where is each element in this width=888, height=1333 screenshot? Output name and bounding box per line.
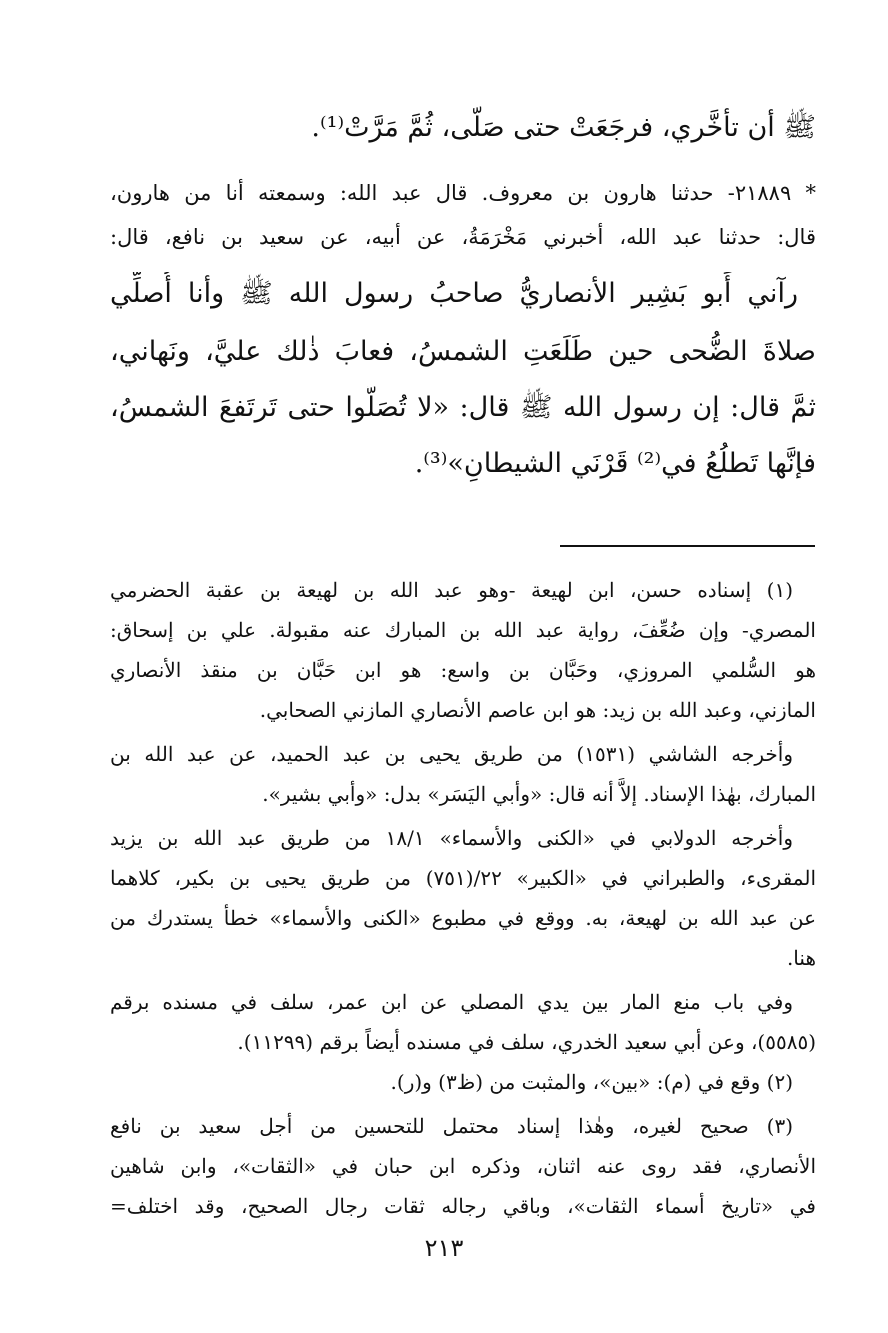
footnote-line: الأنصاري، فقد روى عنه اثنان، وذكره ابن حبان في «الثقات»، وابن شاهين [110,1154,816,1178]
footnote-line: المازني، وعبد الله بن زيد: هو ابن عاصم الأنصاري المازني الصحابي. [259,698,816,722]
footnote-line: (١) إسناده حسن، ابن لهيعة -وهو عبد الله بن لهيعة بن عقبة الحضرمي [110,578,793,602]
hadith-text-line: رآني أَبو بَشِير الأنصاريُّ صاحبُ رسول الله ﷺ وأنا أُصلِّي [110,278,798,309]
footnote-line: وأخرجه الشاشي (١٥٣١) من طريق يحيى بن عبد الحميد، عن عبد الله بن [110,742,793,766]
footnote-line: وأخرجه الدولابي في «الكنى والأسماء» ١٨/١ من طريق عبد الله بن يزيد [110,826,793,850]
continuation-line: ﷺ أن تأخَّري، فرجَعَتْ حتى صَلَّى، ثُمَّ مَرَّتْ⁽¹⁾. [311,112,816,143]
footnote-line: (٢) وقع في (م): «بين»، والمثبت من (ظ٣) و(ر). [390,1070,793,1094]
hadith-header-line: قال: حدثنا عبد الله، أخبرني مَخْرَمَةُ، عن أبيه، عن سعيد بن نافع، قال: [110,225,816,249]
footnote-line: المقرىء، والطبراني في «الكبير» ٢٢/(٧٥١) من طريق يحيى بن بكير، كلاهما [110,866,816,890]
hadith-text-line: فإنَّها تَطلُعُ في⁽²⁾ قَرْنَي الشيطانِ»⁽³⁾. [414,448,816,479]
footnote-separator [560,545,815,547]
page-number: ٢١٣ [424,1234,464,1262]
footnote-line: (٣) صحيح لغيره، وهٰذا إسناد محتمل للتحسين من أجل سعيد بن نافع [110,1114,793,1138]
hadith-text-line: صلاةَ الضُّحى حين طَلَعَتِ الشمسُ، فعابَ ذٰلك عليَّ، ونَهاني، [110,336,816,367]
footnote-line: هو السُّلمي المروزي، وحَبَّان بن واسع: هو ابن حَبَّان بن منقذ الأنصاري [110,658,816,682]
hadith-header-line: * ٢١٨٨٩- حدثنا هارون بن معروف. قال عبد الله: وسمعته أنا من هارون، [110,181,816,205]
footnote-line: المبارك، بهٰذا الإسناد. إلاَّ أنه قال: «وأبي اليَسَر» بدل: «وأبي بشير». [262,782,816,806]
footnote-line: وفي باب منع المار بين يدي المصلي عن ابن عمر، سلف في مسنده برقم [110,990,793,1014]
hadith-text-line: ثمَّ قال: إن رسول الله ﷺ قال: «لا تُصَلُّوا حتى تَرتَفعَ الشمسُ، [110,392,816,423]
footnote-line: (٥٥٨٥)، وعن أبي سعيد الخدري، سلف في مسنده أيضاً برقم (١١٢٩٩). [237,1030,816,1054]
footnote-line: المصري- وإن ضُعِّفَ، رواية عبد الله بن المبارك عنه مقبولة. علي بن إسحاق: [110,618,816,642]
footnote-line: هنا. [786,946,816,970]
footnote-line: عن عبد الله بن لهيعة، به. ووقع في مطبوع «الكنى والأسماء» خطأ يستدرك من [110,906,816,930]
footnote-line: في «تاريخ أسماء الثقات»، وباقي رجاله ثقات رجال الصحيح، وقد اختلف= [110,1194,816,1218]
